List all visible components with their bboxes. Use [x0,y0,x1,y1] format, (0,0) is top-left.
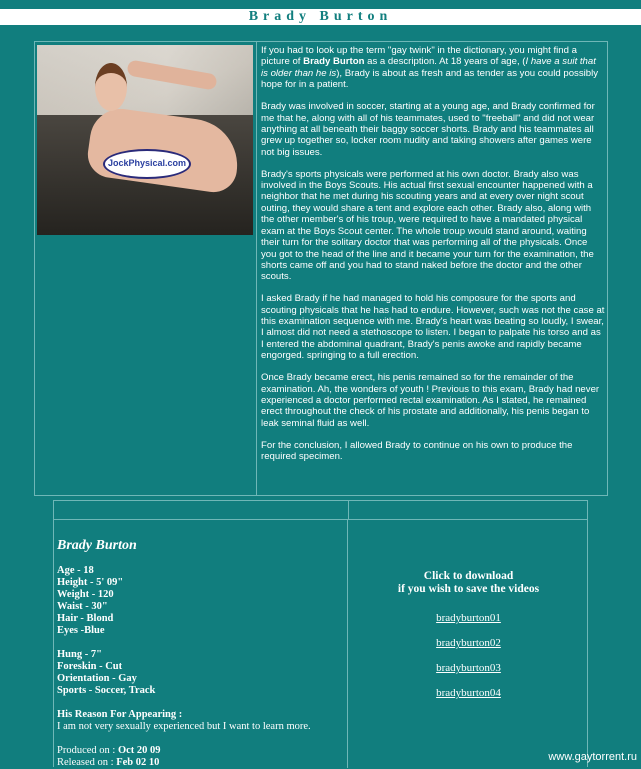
download-heading [349,570,588,596]
download-heading-line-2: if you wish to save the videos [397,583,540,595]
desc-text: ), Brady is about as fresh and as tender as you could possibly hope for in a patient. [261,67,599,91]
description-paragraph-2: Brady was involved in soccer, starting at a young age, and Brady confirmed for me that he, along with all of his teammates, used to "freeball" and did not wear anything at all beneath their baggy soccer shorts. Brady and his teammates all grew up together so, locker room nudity and taking showers after games were not big issues. [261,101,595,158]
stat-orientation: Orientation - Gay [57,673,137,684]
photo-wall [37,45,253,115]
description [259,42,605,495]
stat-hung: Hung - 7" [57,649,102,660]
reason-label: His Reason For Appearing : [57,709,183,720]
model-stats [54,520,348,768]
reason-text: I am not very sexually experienced but I want to learn more. [57,721,311,732]
produced-date: Oct 20 09 [117,745,161,756]
photo-cell [35,42,257,495]
model-name: Brady Burton [57,538,137,553]
download-heading-line-1: Click to download [423,570,514,582]
page-title: Brady Burton [0,9,641,25]
stat-hair: Hair - Blond [57,613,114,624]
stat-height: Height - 5' 09" [57,577,124,588]
details-spacer-left [54,501,349,520]
details-spacer-right [349,501,588,520]
stat-foreskin: Foreskin - Cut [57,661,123,672]
downloads [349,520,588,768]
model-photo [37,45,253,235]
desc-name: Brady Burton [303,56,365,68]
site-logo-bubble: JockPhysical.com [103,149,191,179]
download-link-02[interactable]: bradyburton02 [436,637,501,649]
produced-label: Produced on : [57,745,118,756]
stat-eyes: Eyes -Blue [57,625,105,636]
produced-on [57,745,347,757]
desc-text: If you had to look up the term "gay twink" in the dictionary, you might find a picture of [261,45,577,68]
download-link-03[interactable]: bradyburton03 [436,662,501,674]
download-link-01[interactable]: bradyburton01 [436,612,501,624]
released-label: Released on : [57,757,117,768]
stat-age: Age - 18 [57,565,94,576]
photo-head [95,63,127,111]
download-link-04[interactable]: bradyburton04 [436,687,501,699]
watermark: www.gaytorrent.ru [548,751,637,763]
stat-waist: Waist - 30" [57,601,108,612]
released-on [57,757,347,769]
profile-table [34,41,608,496]
stat-sports: Sports - Soccer, Track [57,685,156,696]
desc-text: as a description. At 18 years of age, ( [364,56,526,68]
description-paragraph-6: For the conclusion, I allowed Brady to continue on his own to produce the required specimen. [261,439,573,463]
description-paragraph-3: Brady's sports physicals were performed at his own doctor. Brady also was involved in the Boys Scouts. His actual first sexual encounter happened with a neighbor that he met during his scouting years and at every over night scout outing, they would share a tent and explore each other. Brady also, along with the other member's of his troup, were required to have a mandated physical exam at the Boys Scout center. The whole troup would stand around, waiting their turn for the solitary doctor that was performing all of the physicals. Once you got to the head of the line and it became your turn for the examination, the shorts came off and you had to stand naked before the doctor and the other scouts. [261,168,594,283]
stat-weight: Weight - 120 [57,589,114,600]
released-date: Feb 02 10 [116,757,160,768]
description-paragraph-4: I asked Brady if he had managed to hold his composure for the sports and scouting physicals that he has had to endure. However, such was not the case at this examination sequence with me. Brady's heart was beating so loudly, I swear, I almost did not need a stethoscope to listen. I began to palpate his torso and as I entered the abdominal quadrant, Brady's penis awoke and rapidly became engorged. springing to a full erection. [261,293,605,362]
desc-quote: I have a suit that is older than he is [261,56,596,79]
description-paragraph-1 [261,45,605,91]
details-table [53,500,588,767]
description-paragraph-5: Once Brady became erect, his penis remained so for the remainder of the examination. Ah, the wonders of youth ! Previous to this exam, Brady had never experienced a doctor performed rectal examination. As I stated, he remained erect throughout the check of his prostate and additionally, his penis began to leak seminal fluid as well. [261,372,600,429]
